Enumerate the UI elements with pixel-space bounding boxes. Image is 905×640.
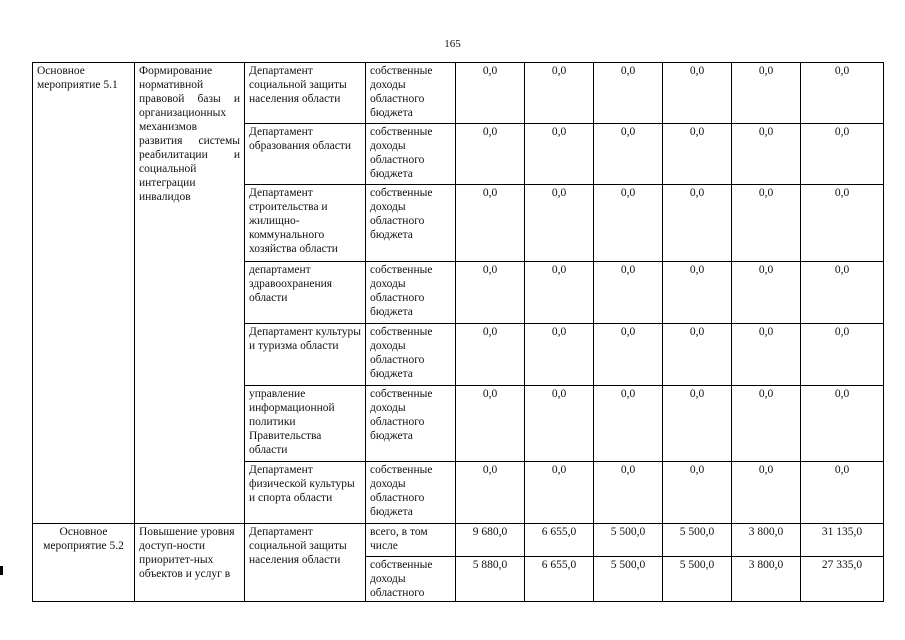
- executor-cell: Департамент физической культуры и спорта области: [245, 462, 366, 524]
- executor-cell: Департамент образования области: [245, 124, 366, 185]
- total-cell: 0,0: [801, 262, 884, 324]
- page-number: 165: [444, 38, 461, 50]
- value-cell: 0,0: [594, 185, 663, 262]
- value-cell: 0,0: [525, 262, 594, 324]
- value-cell: 0,0: [594, 124, 663, 185]
- value-cell: 0,0: [456, 262, 525, 324]
- value-cell: 6 655,0: [525, 524, 594, 557]
- value-cell: 0,0: [456, 124, 525, 185]
- value-cell: 0,0: [663, 324, 732, 386]
- value-cell: 0,0: [663, 462, 732, 524]
- value-cell: 5 500,0: [594, 524, 663, 557]
- value-cell: 0,0: [594, 462, 663, 524]
- value-cell: 6 655,0: [525, 557, 594, 602]
- value-cell: 0,0: [663, 262, 732, 324]
- value-cell: 0,0: [594, 262, 663, 324]
- source-cell: собственные доходы областного бюджета: [366, 124, 456, 185]
- value-cell: 0,0: [594, 324, 663, 386]
- value-cell: 0,0: [663, 124, 732, 185]
- value-cell: 0,0: [732, 63, 801, 124]
- value-cell: 0,0: [732, 185, 801, 262]
- value-cell: 5 500,0: [663, 557, 732, 602]
- value-cell: 0,0: [525, 462, 594, 524]
- value-cell: 0,0: [732, 262, 801, 324]
- executor-cell: Департамент социальной защиты населения области: [245, 524, 366, 602]
- value-cell: 0,0: [525, 386, 594, 462]
- total-cell: 0,0: [801, 462, 884, 524]
- total-cell: 0,0: [801, 386, 884, 462]
- source-cell: всего, в том числе: [366, 524, 456, 557]
- value-cell: 0,0: [456, 324, 525, 386]
- value-cell: 0,0: [456, 386, 525, 462]
- budget-table: [32, 62, 884, 602]
- value-cell: 0,0: [663, 185, 732, 262]
- value-cell: 0,0: [456, 462, 525, 524]
- executor-cell: Департамент строительства и жилищно-коммунального хозяйства области: [245, 185, 366, 262]
- value-cell: 5 880,0: [456, 557, 525, 602]
- total-cell: 27 335,0: [801, 557, 884, 602]
- value-cell: 0,0: [525, 124, 594, 185]
- executor-cell: Департамент социальной защиты населения области: [245, 63, 366, 124]
- total-cell: 31 135,0: [801, 524, 884, 557]
- description-cell: Повышение уровня доступ-ности приоритет-ных объектов и услуг в: [135, 524, 245, 602]
- value-cell: 5 500,0: [663, 524, 732, 557]
- total-cell: 0,0: [801, 63, 884, 124]
- measure-cell: Основное мероприятие 5.1: [33, 63, 135, 524]
- value-cell: 9 680,0: [456, 524, 525, 557]
- value-cell: 0,0: [732, 324, 801, 386]
- value-cell: 0,0: [663, 386, 732, 462]
- table-row: [33, 524, 884, 557]
- value-cell: 3 800,0: [732, 524, 801, 557]
- value-cell: 0,0: [594, 63, 663, 124]
- value-cell: 0,0: [456, 185, 525, 262]
- source-cell: собственные доходы областного бюджета: [366, 462, 456, 524]
- total-cell: 0,0: [801, 185, 884, 262]
- value-cell: 5 500,0: [594, 557, 663, 602]
- value-cell: 0,0: [732, 124, 801, 185]
- total-cell: 0,0: [801, 324, 884, 386]
- source-cell: собственные доходы областного бюджета: [366, 262, 456, 324]
- value-cell: 0,0: [525, 185, 594, 262]
- source-cell: собственные доходы областного бюджета: [366, 63, 456, 124]
- source-cell: собственные доходы областного: [366, 557, 456, 602]
- executor-cell: департамент здравоохранения области: [245, 262, 366, 324]
- value-cell: 0,0: [525, 324, 594, 386]
- value-cell: 0,0: [525, 63, 594, 124]
- description-cell: Формирование нормативной правовой базы и организационных механизмов развития системы реабилитации и социальной интеграции инвалидов: [135, 63, 245, 524]
- total-cell: 0,0: [801, 124, 884, 185]
- value-cell: 0,0: [732, 386, 801, 462]
- source-cell: собственные доходы областного бюджета: [366, 324, 456, 386]
- executor-cell: управление информационной политики Правительства области: [245, 386, 366, 462]
- value-cell: 0,0: [594, 386, 663, 462]
- value-cell: 0,0: [732, 462, 801, 524]
- executor-cell: Департамент культуры и туризма области: [245, 324, 366, 386]
- source-cell: собственные доходы областного бюджета: [366, 185, 456, 262]
- measure-cell: Основное мероприятие 5.2: [33, 524, 135, 602]
- source-cell: собственные доходы областного бюджета: [366, 386, 456, 462]
- value-cell: 0,0: [456, 63, 525, 124]
- value-cell: 0,0: [663, 63, 732, 124]
- table-row: [33, 63, 884, 124]
- value-cell: 3 800,0: [732, 557, 801, 602]
- scan-edge-mark: [0, 566, 3, 575]
